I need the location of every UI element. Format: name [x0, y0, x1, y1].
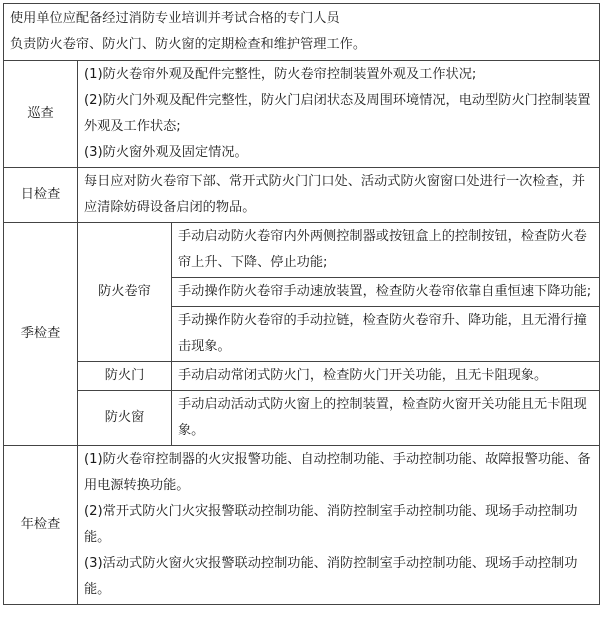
patrol-row — [4, 61, 600, 168]
header-line-1: 使用单位应配备经过消防专业培训并考试合格的专门人员 — [10, 11, 340, 26]
patrol-item: (1)防火卷帘外观及配件完整性，防火卷帘控制装置外观及工作状况; — [84, 67, 477, 82]
daily-row — [4, 168, 600, 223]
patrol-label: 巡查 — [4, 61, 78, 168]
quarterly-window-row — [4, 391, 600, 446]
quarterly-window-label: 防火窗 — [78, 391, 172, 446]
annual-content — [78, 446, 600, 605]
annual-label: 年检查 — [4, 446, 78, 605]
patrol-item: (3)防火窗外观及固定情况。 — [84, 145, 248, 160]
header-cell — [4, 4, 600, 61]
quarterly-label: 季检查 — [4, 223, 78, 446]
header-line-2: 负责防火卷帘、防火门、防火窗的定期检查和维护管理工作。 — [10, 37, 367, 52]
quarterly-shutter-label: 防火卷帘 — [78, 223, 172, 362]
quarterly-shutter-item: 手动操作防火卷帘的手动拉链，检查防火卷帘升、降功能，且无滑行撞击现象。 — [172, 307, 600, 362]
annual-item: (3)活动式防火窗火灾报警联动控制功能、消防控制室手动控制功能、现场手动控制功能。 — [84, 556, 578, 597]
quarterly-door-label: 防火门 — [78, 362, 172, 391]
annual-item: (1)防火卷帘控制器的火灾报警功能、自动控制功能、手动控制功能、故障报警功能、备用电源转换功能。 — [84, 452, 591, 493]
quarterly-shutter-row-1 — [4, 223, 600, 278]
patrol-content — [78, 61, 600, 168]
annual-row — [4, 446, 600, 605]
quarterly-shutter-item: 手动启动防火卷帘内外两侧控制器或按钮盒上的控制按钮，检查防火卷帘上升、下降、停止功能; — [172, 223, 600, 278]
header-row — [4, 4, 600, 61]
quarterly-shutter-item: 手动操作防火卷帘手动速放装置，检查防火卷帘依靠自重恒速下降功能; — [172, 278, 600, 307]
quarterly-window-content: 手动启动活动式防火窗上的控制装置，检查防火窗开关功能且无卡阻现象。 — [172, 391, 600, 446]
quarterly-door-row — [4, 362, 600, 391]
quarterly-door-content: 手动启动常闭式防火门，检查防火门开关功能，且无卡阻现象。 — [172, 362, 600, 391]
daily-label: 日检查 — [4, 168, 78, 223]
fire-inspection-table — [3, 3, 600, 605]
daily-content: 每日应对防火卷帘下部、常开式防火门门口处、活动式防火窗窗口处进行一次检查，并应清除妨碍设备启闭的物品。 — [78, 168, 600, 223]
annual-item: (2)常开式防火门火灾报警联动控制功能、消防控制室手动控制功能、现场手动控制功能。 — [84, 504, 578, 545]
patrol-item: (2)防火门外观及配件完整性，防火门启闭状态及周围环境情况，电动型防火门控制装置外观及工作状态; — [84, 93, 591, 134]
